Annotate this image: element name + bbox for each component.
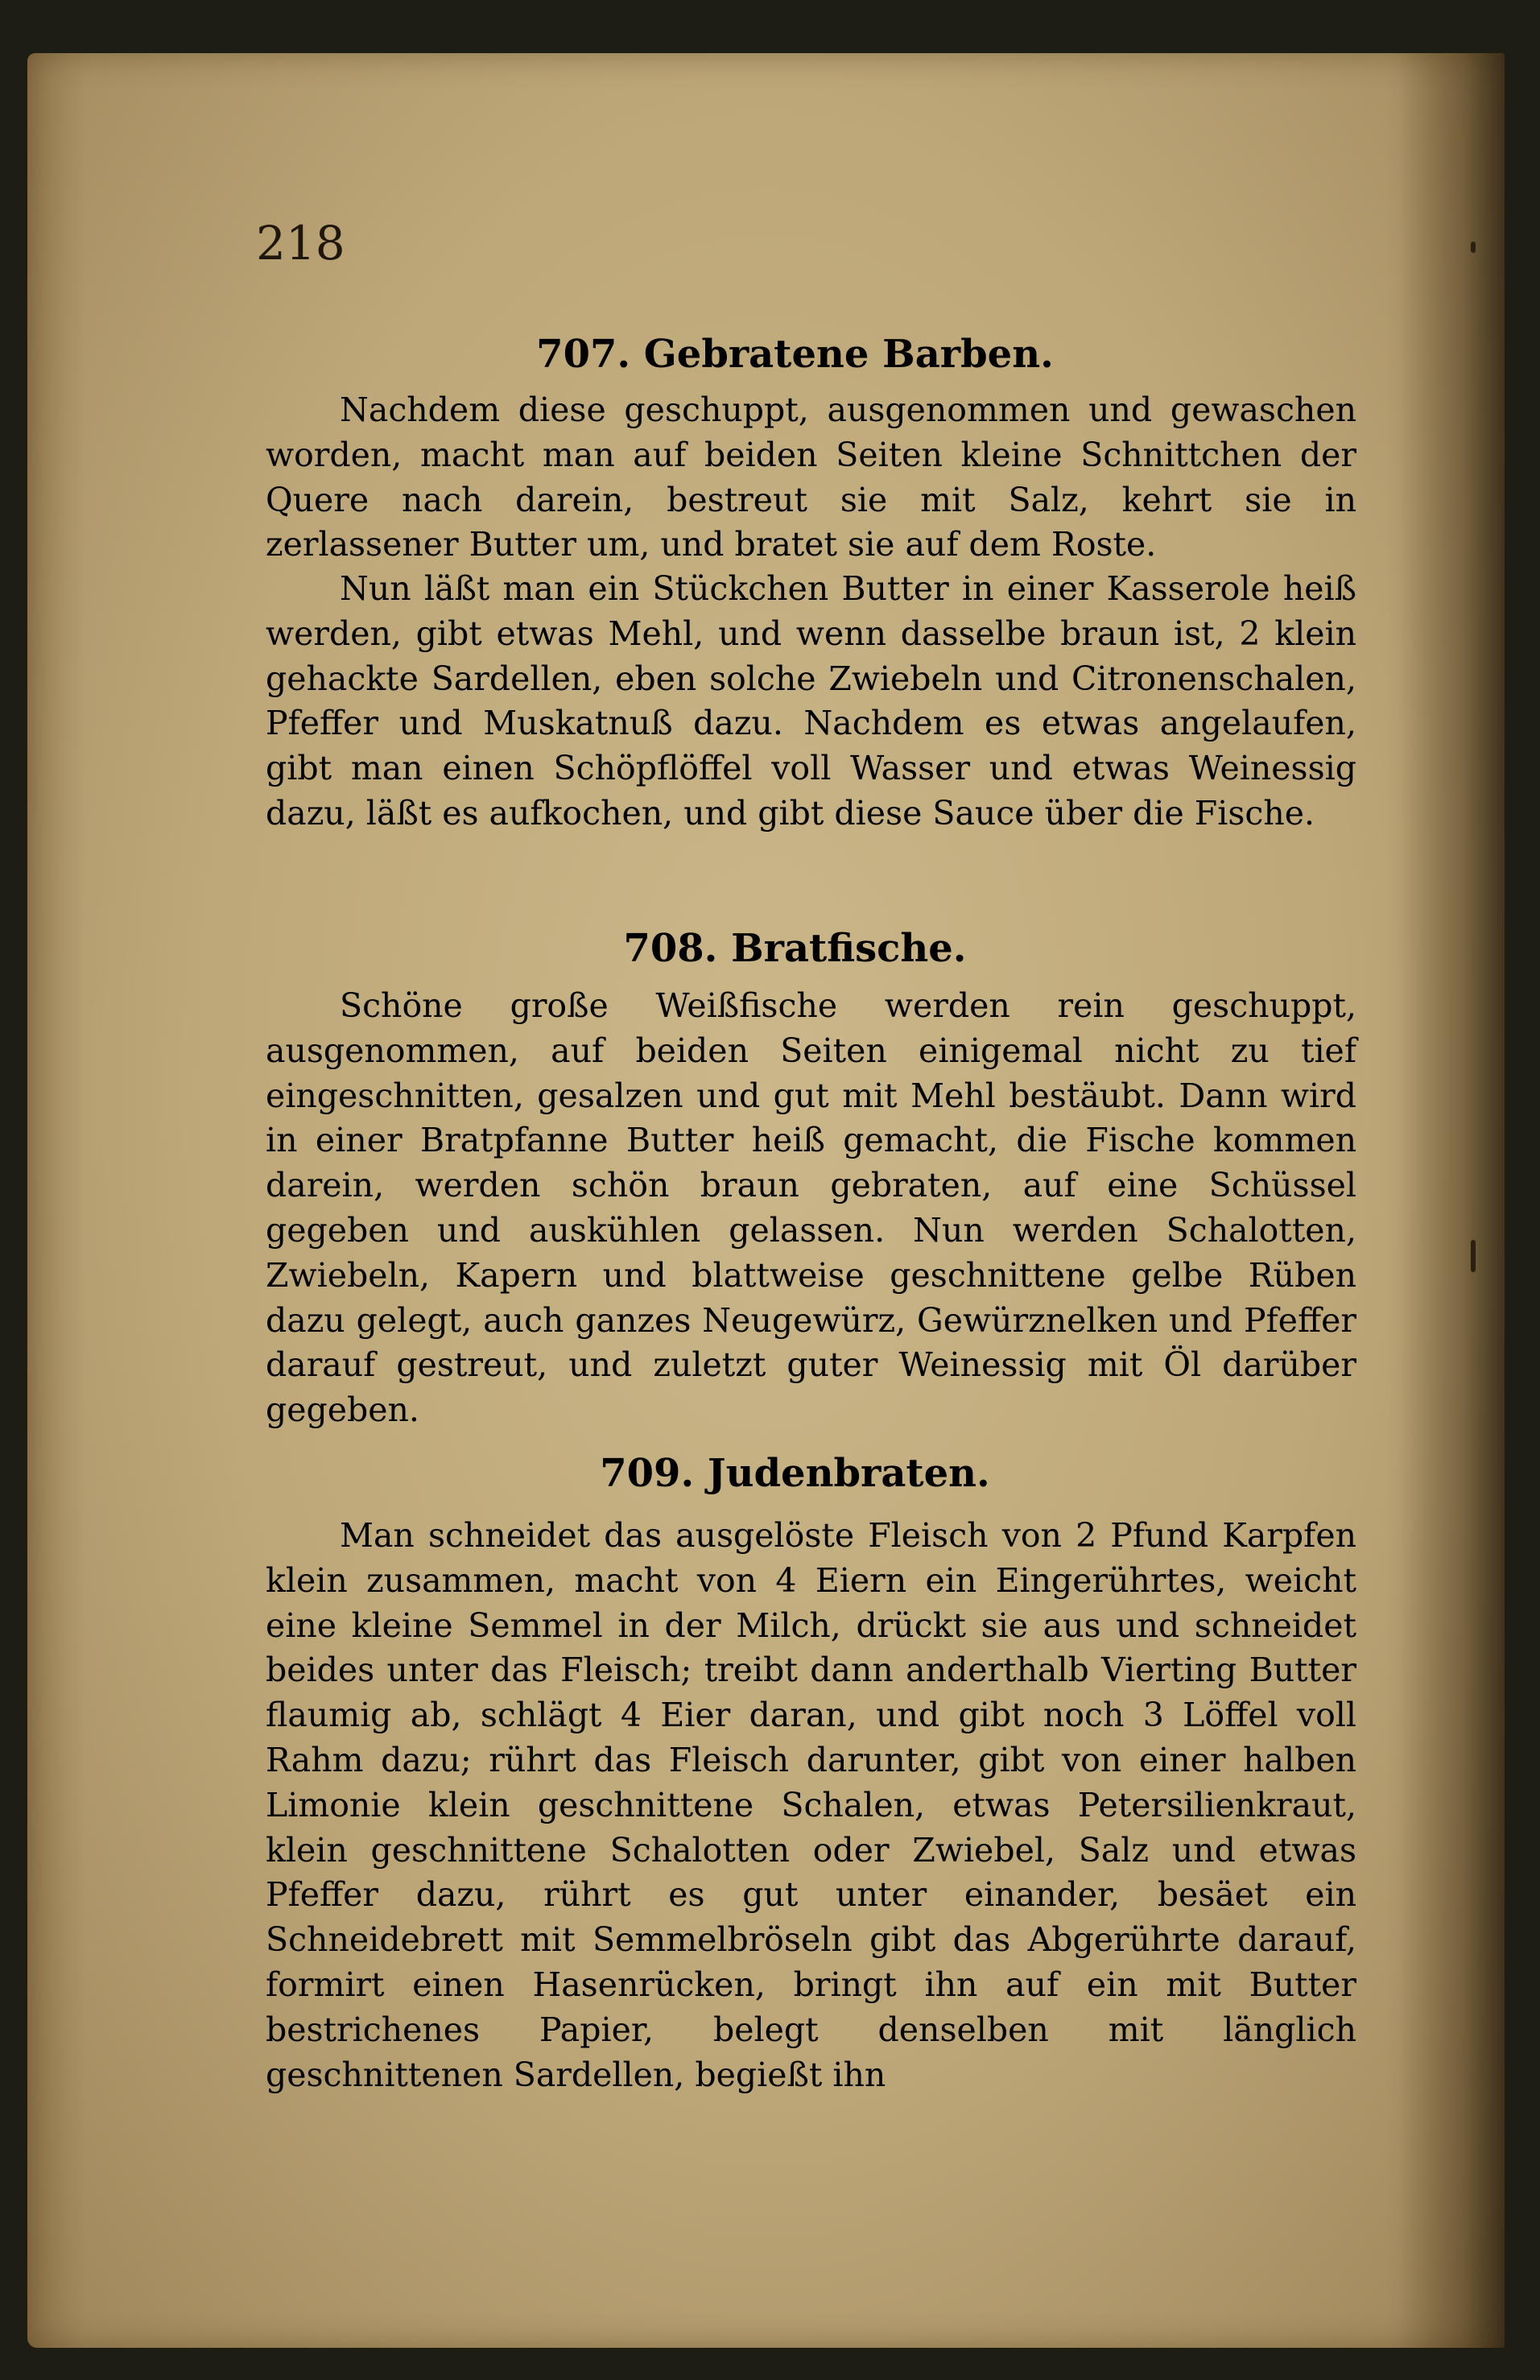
section-heading-708: 708. Bratfische.: [623, 926, 967, 971]
paragraph-709-1: Man schneidet das ausgelöste Fleisch von 2 Pfund Karpfen klein zusammen, macht von 4 Eiern ein Eingerührtes, weicht eine kleine Semmel in der Milch, drückt sie aus und schneidet beides unter das Fleisch; treibt dann anderthalb Vierting Butter flaumig ab, schlägt 4 Eier daran, und gibt noch 3 Löffel voll Rahm dazu; rührt das Fleisch darunter, gibt von einer halben Limonie klein geschnittene Schalen, etwas Petersilienkraut, klein geschnittene Schalotten oder Zwiebel, Salz und etwas Pfeffer dazu, rührt es gut unter einander, besäet ein Schneidebrett mit Semmelbröseln gibt das Abgerührte darauf, formirt einen Hasenrücken, bringt ihn auf ein mit Butter bestrichenes Papier, belegt denselben mit länglich geschnittenen Sardellen, begießt ihn: [266, 1516, 1356, 2094]
paragraph-708-1: Schöne große Weißfische werden rein geschuppt, ausgenommen, auf beiden Seiten einigemal nicht zu tief eingeschnitten, gesalzen und gut mit Mehl bestäubt. Dann wird in einer Bratpfanne Butter heiß gemacht, die Fische kommen darein, werden schön braun gebraten, auf eine Schüssel gegeben und auskühlen gelassen. Nun werden Schalotten, Zwiebeln, Kapern und blattweise geschnittene gelbe Rüben dazu gelegt, auch ganzes Neugewürz, Gewürznelken und Pfeffer darauf gestreut, und zuletzt guter Weinessig mit Öl darüber gegeben.: [266, 986, 1356, 1430]
section-heading-709: 709. Judenbraten.: [600, 1451, 990, 1496]
margin-mark-top: [1471, 242, 1476, 253]
page-spine-shadow: [1400, 53, 1505, 2348]
paragraph-707-1: Nachdem diese geschuppt, ausgenommen und gewaschen worden, macht man auf beiden Seiten kleine Schnittchen der Quere nach darein, bestreut sie mit Salz, kehrt sie in zerlassener Butter um, und bratet sie auf dem Roste.: [266, 390, 1356, 564]
margin-mark-middle: [1471, 1240, 1476, 1272]
page-number: 218: [256, 216, 345, 271]
section-heading-707: 707. Gebratene Barben.: [536, 332, 1054, 377]
paragraph-707-2: Nun läßt man ein Stückchen Butter in einer Kasserole heiß werden, gibt etwas Mehl, und wenn dasselbe braun ist, 2 klein gehackte Sardellen, eben solche Zwiebeln und Citronenschalen, Pfeffer und Muskatnuß dazu. Nachdem es etwas angelaufen, gibt man einen Schöpflöffel voll Wasser und etwas Weinessig dazu, läßt es aufkochen, und gibt diese Sauce über die Fische.: [266, 569, 1356, 833]
